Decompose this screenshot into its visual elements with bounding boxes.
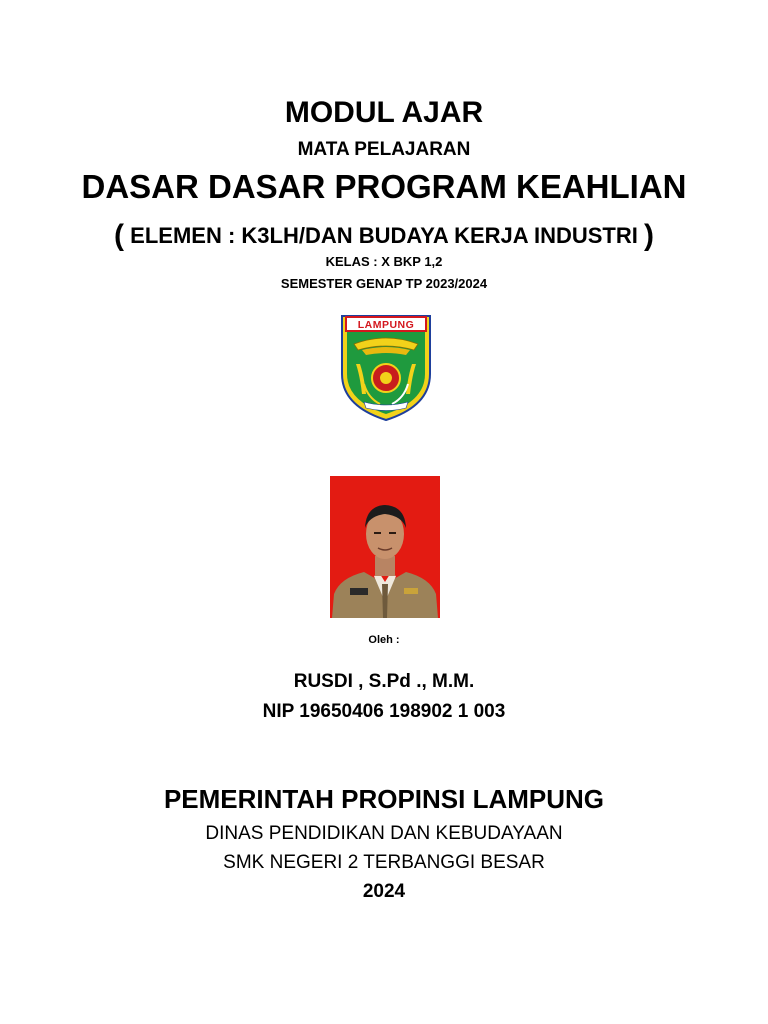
class-info: KELAS : X BKP 1,2 xyxy=(325,254,443,269)
element-line xyxy=(0,217,768,251)
by-label: Oleh : xyxy=(368,634,400,646)
author-name: RUSDI , S.Pd ., M.M. xyxy=(293,671,475,692)
year: 2024 xyxy=(362,881,406,902)
author-photo xyxy=(330,476,440,618)
close-paren: ) xyxy=(643,219,654,252)
school-name: SMK NEGERI 2 TERBANGGI BESAR xyxy=(223,852,545,873)
department-name: DINAS PENDIDIKAN DAN KEBUDAYAAN xyxy=(205,823,563,844)
lampung-emblem-logo xyxy=(340,314,432,422)
subject-title: DASAR DASAR PROGRAM KEAHLIAN xyxy=(81,168,687,205)
subject-label: MATA PELAJARAN xyxy=(297,139,471,160)
emblem-banner-text: LAMPUNG xyxy=(357,319,415,331)
document-title: MODUL AJAR xyxy=(284,96,484,129)
open-paren: ( xyxy=(114,219,125,252)
author-nip: NIP 19650406 198902 1 003 xyxy=(262,701,506,722)
person-portrait-icon xyxy=(330,476,440,618)
semester-info: SEMESTER GENAP TP 2023/2024 xyxy=(280,276,488,291)
government-name: PEMERINTAH PROPINSI LAMPUNG xyxy=(163,784,605,814)
element-text: ELEMEN : K3LH/DAN BUDAYA KERJA INDUSTRI xyxy=(130,223,638,248)
